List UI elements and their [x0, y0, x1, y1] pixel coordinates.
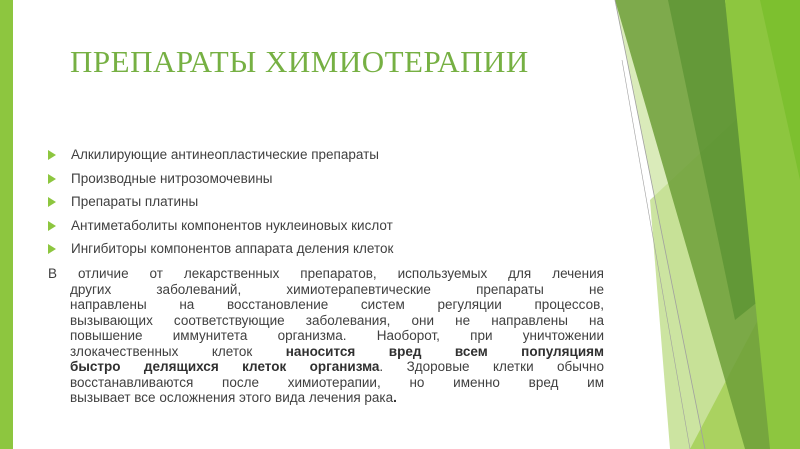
bullet-text: Алкилирующие антинеопластические препараты [71, 147, 379, 162]
paragraph-line: других заболеваний, химиотерапевтические препараты не [70, 281, 604, 297]
bullet-text: Ингибиторы компонентов аппарата деления клеток [71, 241, 394, 256]
triangle-bullet-icon [48, 221, 56, 231]
bullet-item [48, 217, 608, 241]
body-paragraph [48, 266, 604, 406]
triangle-bullet-icon [48, 150, 56, 160]
bullet-text: Производные нитрозомочевины [71, 170, 273, 186]
paragraph-line [48, 359, 604, 375]
paragraph-line: повышение иммунитета организма. Наоборот, при уничтожении [70, 328, 604, 343]
triangle-bullet-icon [48, 197, 56, 207]
paragraph-line: направлены на восстановление систем регуляции процессов, [70, 297, 604, 312]
bullet-item [48, 193, 608, 217]
bullet-item [48, 146, 608, 170]
slide-title: ПРЕПАРАТЫ ХИМИОТЕРАПИИ [70, 44, 529, 79]
paragraph-line: восстанавливаются после химиотерапии, но именно вред им [70, 374, 604, 390]
paragraph-text: вызывает все осложнения этого вида лечения рака [70, 390, 394, 405]
paragraph-bold-text: быстро делящихся клеток организма [70, 359, 380, 374]
bullet-item [48, 170, 608, 194]
paragraph-bold-text: наносится вред всем популяциям [285, 343, 604, 359]
paragraph-bold-text: . [393, 390, 397, 405]
paragraph-line: вызывающих соответствующие заболевания, они не направлены на [70, 312, 604, 328]
paragraph-line: В отличие от лекарственных препаратов, используемых для лечения [48, 266, 604, 281]
paragraph-line [48, 344, 604, 360]
paragraph-text: злокачественных клеток [70, 343, 286, 359]
bullet-list [48, 146, 608, 264]
triangle-bullet-icon [48, 174, 56, 184]
triangle-bullet-icon [48, 244, 56, 254]
bullet-item [48, 240, 608, 264]
paragraph-text: . Здоровые клетки обычно [379, 359, 604, 374]
paragraph-line [48, 390, 604, 406]
bullet-text: Препараты платины [71, 194, 199, 209]
bullet-text: Антиметаболиты компонентов нуклеиновых кислот [71, 217, 393, 233]
